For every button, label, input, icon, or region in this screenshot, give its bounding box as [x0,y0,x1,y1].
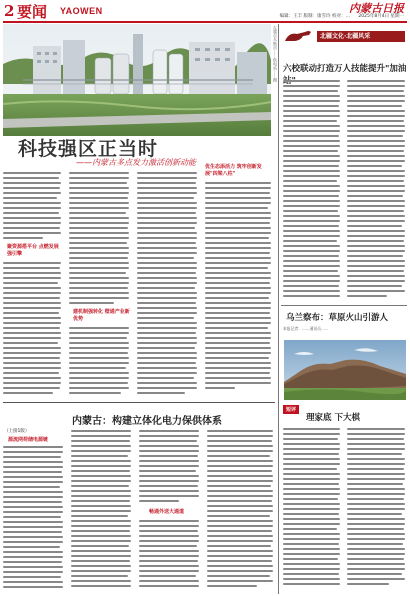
subhead-3: 优生态添活力 筑牢创新发展"四梁八柱" [205,164,262,177]
subhead-2: 建机制强转化 壁通产业新优势 [73,309,130,322]
column-4 [205,164,273,398]
main-subheadline: ——内蒙古多点发力激活创新动能 [76,158,196,167]
section-divider [3,402,275,403]
bcol-3 [139,428,201,594]
facility-illustration [3,24,271,136]
dj-col-a [283,426,341,592]
dj-col-b [347,426,407,592]
column-2 [69,170,131,398]
bcol-4 [207,428,275,594]
column-3 [137,170,199,398]
issue-date: 2025年8月4日 星期一 [358,14,404,19]
section-english: YAOWEN [60,6,103,16]
right-divider [281,305,407,306]
rcol-a [283,78,341,306]
lead-photo [3,24,271,136]
header-rule [3,21,407,23]
section-title: 要闻 [17,3,48,21]
column-separator [278,24,279,594]
editors-line: 编辑：王丰 版制：康雪玲 校对：… [279,14,350,19]
paper-name: 内蒙古日报 [349,2,404,15]
main-article-body [3,164,275,398]
column-1 [3,170,63,398]
subhead-1: 聚资源搭平台 点燃发展强引擎 [7,244,59,257]
right-article2-byline: 本报记者：……通讯员…… [283,326,329,331]
commentary-title: 理家底 下大棋 [306,413,360,423]
bottom-headline: 内蒙古：构建立体化电力保供体系 [72,416,222,427]
right-article2-title: 乌兰察布：草原火山引游人 [286,313,389,323]
bcol-2 [71,428,133,594]
volcano-illustration [284,340,406,400]
page-number: 2 [4,2,15,20]
bottom-subhead-2: 畅通外送大通道 [149,509,185,515]
rcol-b [347,78,407,306]
bottom-article-body [3,444,275,594]
continued-label: （上接1版） [4,429,30,434]
main-headline: 科技强区正当时 [18,138,159,160]
bcol-1 [3,444,65,594]
right-article-title: 六校联动打造万人技能提升"加油 [283,64,407,74]
banner-text: 北疆文化·北疆风采 [320,33,371,40]
commentary-body [283,426,407,592]
volcano-photo [284,340,406,400]
photo-caption: 在鄂尔多斯市……供电站……摄 [273,26,278,82]
bottom-subhead-1: 源流网荷储电源链 [8,437,49,443]
commentary-label: 短评 [283,405,299,414]
right-article-body [283,78,407,306]
